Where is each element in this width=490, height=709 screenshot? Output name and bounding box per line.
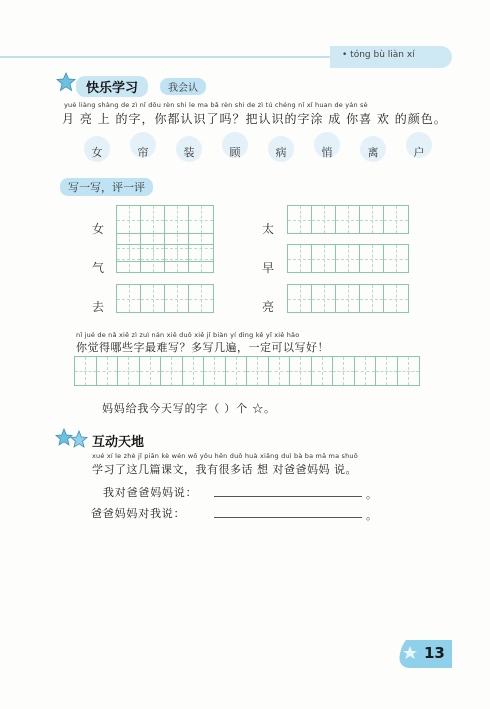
line1-label: 我对爸爸妈妈说： xyxy=(103,486,198,499)
section-title-write-and-evaluate: 写一写，评一评 xyxy=(60,178,153,196)
section1-pinyin: yuè liàng shàng de zì nǐ dōu rèn shi le ma bǎ rèn shi de zì tú chéng nǐ xǐ huan de yán sè xyxy=(64,101,368,109)
page-number: 13 xyxy=(424,644,445,662)
row-char: 女 xyxy=(92,222,105,236)
question-text: 你觉得哪些字最难写？多写几遍，一定可以写好！ xyxy=(76,341,329,354)
row-char: 去 xyxy=(92,300,105,314)
writing-grid[interactable] xyxy=(116,244,214,273)
section-title-happy-learning: 快乐学习 xyxy=(76,76,148,97)
moon-char[interactable]: 帘 xyxy=(137,146,149,159)
row-char: 早 xyxy=(262,261,275,275)
writing-grid[interactable] xyxy=(116,205,214,234)
moon-char[interactable]: 女 xyxy=(91,146,103,159)
line1-period: 。 xyxy=(366,488,377,501)
top-band xyxy=(0,46,490,68)
write-line-1[interactable] xyxy=(214,484,362,497)
rating-line: 妈妈给我今天写的字（ ）个 ☆。 xyxy=(102,402,276,415)
row-char: 太 xyxy=(262,222,275,236)
moon-char[interactable]: 悄 xyxy=(321,146,333,159)
section-title-interaction: 互动天地 xyxy=(92,435,145,450)
moon-row xyxy=(70,132,450,172)
moon-char[interactable]: 病 xyxy=(275,146,287,159)
page-number-badge xyxy=(396,636,456,672)
row-char: 亮 xyxy=(262,300,275,314)
write-line-2[interactable] xyxy=(214,505,362,518)
star-icon xyxy=(56,72,76,96)
long-writing-grid[interactable] xyxy=(74,356,420,386)
moon-char[interactable]: 离 xyxy=(367,146,379,159)
line2-label: 爸爸妈妈对我说： xyxy=(91,507,186,520)
subtitle-i-can-recognize: 我会认 xyxy=(160,78,206,95)
row-char: 气 xyxy=(92,261,105,275)
moon-char[interactable]: 顾 xyxy=(229,146,241,159)
section3-pinyin: xué xí le zhè jǐ piān kè wén wǒ yǒu hěn duō huà xiǎng duì bà ba mā ma shuō xyxy=(92,452,358,460)
question-pinyin: nǐ jué de nǎ xiē zì zuì nán xiě duō xiě jǐ biàn yí dìng kě yǐ xiě hǎo xyxy=(76,331,300,339)
writing-grid[interactable] xyxy=(116,284,214,313)
stars-icon xyxy=(54,427,90,455)
writing-grid[interactable] xyxy=(287,284,409,313)
line2-period: 。 xyxy=(366,509,377,522)
header-tag: • tóng bù liàn xí xyxy=(342,50,415,60)
writing-grid[interactable] xyxy=(287,205,409,234)
writing-grid[interactable] xyxy=(287,244,409,273)
section1-instruction: 月 亮 上 的字，你都认识了吗？把认识的字涂 成 你喜 欢 的颜色。 xyxy=(62,112,447,126)
moon-char[interactable]: 户 xyxy=(413,146,425,159)
moon-char[interactable]: 装 xyxy=(183,146,195,159)
section3-text: 学习了这几篇课文，我有很多话 想 对爸爸妈妈 说。 xyxy=(92,463,357,476)
